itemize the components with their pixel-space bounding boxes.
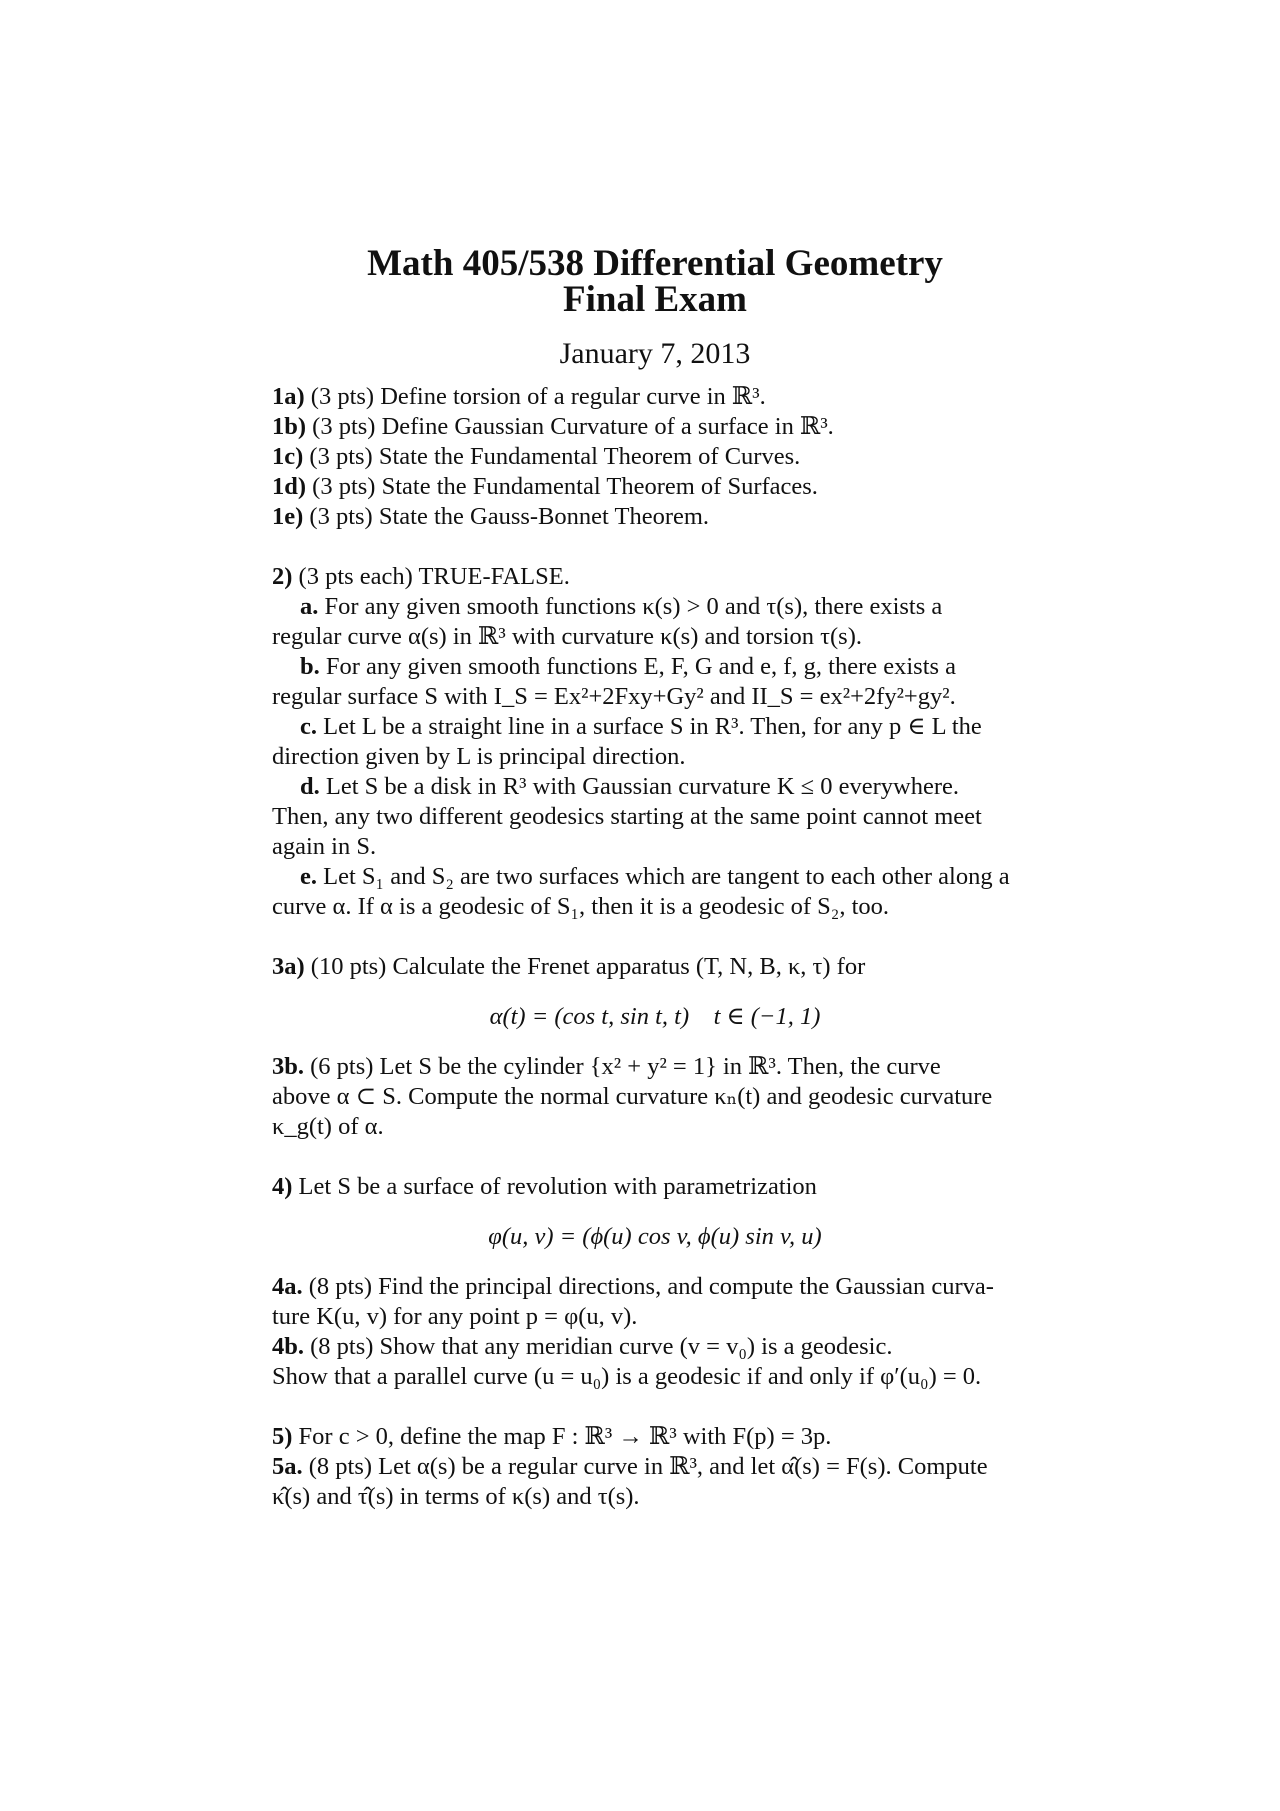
q3a-label: 3a) — [272, 953, 305, 980]
q2d-line3: again in S. — [272, 833, 377, 860]
q2d-line1 — [300, 772, 959, 802]
q1c — [272, 442, 800, 472]
q1c-label: 1c) — [272, 443, 304, 470]
q2e-line2: curve α. If α is a geodesic of S₁, then it is a geodesic of S₂, too. — [272, 893, 890, 920]
q5a-line2: κ̂(s) and τ̂(s) in terms of κ(s) and τ(s). — [272, 1483, 640, 1510]
q5-intro-text: For c > 0, define the map F : ℝ³ → ℝ³ with F(p) = 3p. — [298, 1423, 832, 1450]
q2-heading-text: (3 pts each) TRUE-FALSE. — [298, 563, 570, 590]
q1c-text: (3 pts) State the Fundamental Theorem of Curves. — [309, 443, 801, 470]
q1b-text: (3 pts) Define Gaussian Curvature of a surface in ℝ³. — [312, 413, 834, 440]
q3b-text1: (6 pts) Let S be the cylinder {x² + y² = 1} in ℝ³. Then, the curve — [310, 1053, 941, 1080]
q3b-line3: κ_g(t) of α. — [272, 1113, 384, 1140]
q1a — [272, 382, 766, 412]
q1d-label: 1d) — [272, 473, 307, 500]
q2c-line2: direction given by L is principal direction. — [272, 743, 686, 770]
q2c-line1 — [300, 712, 982, 742]
q2a-text1: For any given smooth functions κ(s) > 0 and τ(s), there exists a — [324, 593, 943, 620]
q1e — [272, 502, 709, 532]
q4-intro-text: Let S be a surface of revolution with parametrization — [298, 1173, 817, 1200]
q4a-line2: ture K(u, v) for any point p = φ(u, v). — [272, 1303, 638, 1330]
q4b-label: 4b. — [272, 1333, 305, 1360]
exam-title: Final Exam — [563, 279, 747, 320]
q4b-line2: Show that a parallel curve (u = u₀) is a geodesic if and only if φ′(u₀) = 0. — [272, 1363, 982, 1390]
q1a-text: (3 pts) Define torsion of a regular curve in ℝ³. — [310, 383, 766, 410]
q4a-label: 4a. — [272, 1273, 303, 1300]
q2a-label: a. — [300, 593, 319, 620]
q3a — [272, 952, 865, 982]
q4-equation: φ(u, v) = (ϕ(u) cos v, ϕ(u) sin v, u) — [488, 1223, 822, 1250]
q4-label: 4) — [272, 1173, 293, 1200]
q4a-line1 — [272, 1272, 994, 1302]
q4b-line1 — [272, 1332, 892, 1362]
q2a-line1 — [300, 592, 942, 622]
q3b-line1 — [272, 1052, 941, 1082]
q5a-label: 5a. — [272, 1453, 303, 1480]
q2d-label: d. — [300, 773, 320, 800]
q4-intro — [272, 1172, 817, 1202]
q1e-text: (3 pts) State the Gauss-Bonnet Theorem. — [309, 503, 710, 530]
q2e-line1 — [300, 862, 1010, 892]
course-title: Math 405/538 Differential Geometry — [367, 243, 943, 284]
q2-heading — [272, 562, 570, 592]
q2e-text1: Let S₁ and S₂ are two surfaces which are tangent to each other along a — [323, 863, 1010, 890]
q2b-line1 — [300, 652, 956, 682]
q4b-text1: (8 pts) Show that any meridian curve (v = v₀) is a geodesic. — [310, 1333, 893, 1360]
q2a-line2: regular curve α(s) in ℝ³ with curvature κ(s) and torsion τ(s). — [272, 623, 862, 650]
q2-label: 2) — [272, 563, 293, 590]
q1b — [272, 412, 834, 442]
q2d-text1: Let S be a disk in R³ with Gaussian curvature K ≤ 0 everywhere. — [325, 773, 960, 800]
q2d-line2: Then, any two different geodesics starting at the same point cannot meet — [272, 803, 982, 830]
q3-equation: α(t) = (cos t, sin t, t) t ∈ (−1, 1) — [489, 1003, 821, 1030]
q5a-text1: (8 pts) Let α(s) be a regular curve in ℝ³, and let α̂(s) = F(s). Compute — [308, 1453, 988, 1480]
q3b-line2: above α ⊂ S. Compute the normal curvature κₙ(t) and geodesic curvature — [272, 1083, 993, 1110]
q1a-label: 1a) — [272, 383, 305, 410]
q1d — [272, 472, 818, 502]
exam-date: January 7, 2013 — [559, 337, 751, 370]
q5-label: 5) — [272, 1423, 293, 1450]
q2c-label: c. — [300, 713, 317, 740]
q1b-label: 1b) — [272, 413, 307, 440]
q4a-text1: (8 pts) Find the principal directions, and compute the Gaussian curva- — [308, 1273, 994, 1300]
q3a-text: (10 pts) Calculate the Frenet apparatus (T, N, B, κ, τ) for — [310, 953, 866, 980]
q5-intro — [272, 1422, 831, 1452]
q1e-label: 1e) — [272, 503, 304, 530]
q2c-text1: Let L be a straight line in a surface S in R³. Then, for any p ∈ L the — [323, 713, 982, 740]
q2b-label: b. — [300, 653, 320, 680]
q1d-text: (3 pts) State the Fundamental Theorem of Surfaces. — [312, 473, 818, 500]
q2b-text1: For any given smooth functions E, F, G and e, f, g, there exists a — [325, 653, 957, 680]
q3b-label: 3b. — [272, 1053, 305, 1080]
q2e-label: e. — [300, 863, 317, 890]
q2b-line2: regular surface S with I_S = Ex²+2Fxy+Gy² and II_S = ex²+2fy²+gy². — [272, 683, 956, 710]
q5a-line1 — [272, 1452, 988, 1482]
